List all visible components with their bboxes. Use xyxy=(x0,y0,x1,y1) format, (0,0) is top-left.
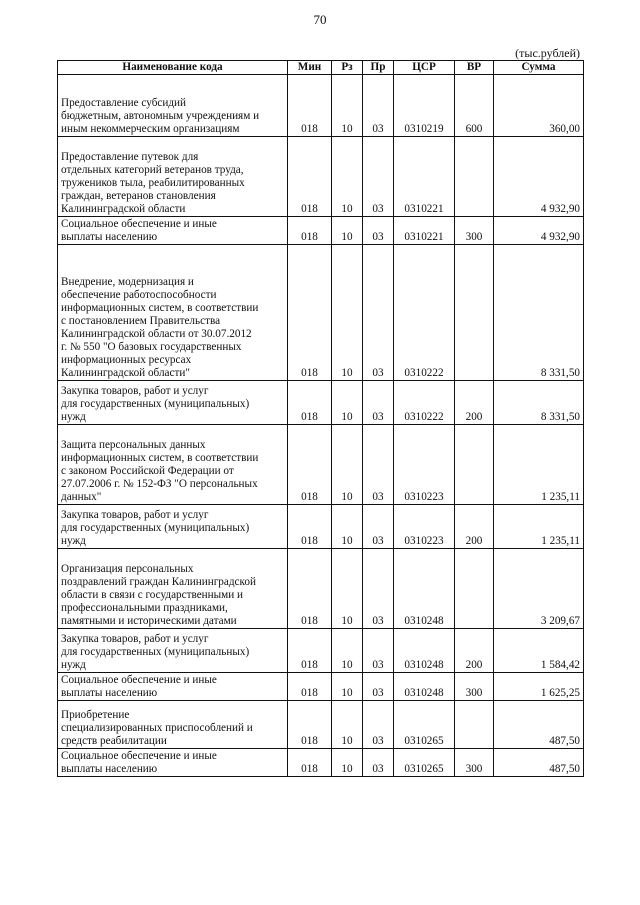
row-name: Закупка товаров, работ и услуг для государственных (муниципальных) нужд xyxy=(58,505,288,549)
row-csr: 0310219 xyxy=(394,75,455,137)
row-rz: 10 xyxy=(332,381,363,425)
table-row xyxy=(58,381,584,425)
row-vr: 200 xyxy=(455,505,494,549)
row-pr: 03 xyxy=(363,673,394,701)
table-row xyxy=(58,137,584,217)
table-row xyxy=(58,629,584,673)
table-row xyxy=(58,425,584,505)
row-name: Защита персональных данных информационных систем, в соответствии с законом Российской Федерации от 27.07.2006 г. № 152-ФЗ "О персональных данных" xyxy=(58,425,288,505)
row-vr xyxy=(455,245,494,381)
row-vr: 300 xyxy=(455,673,494,701)
row-sum: 4 932,90 xyxy=(494,137,584,217)
row-vr xyxy=(455,137,494,217)
row-min: 018 xyxy=(288,701,332,749)
units-label: (тыс.рублей) xyxy=(515,46,580,60)
table-row xyxy=(58,217,584,245)
row-pr: 03 xyxy=(363,381,394,425)
row-sum: 4 932,90 xyxy=(494,217,584,245)
row-name: Закупка товаров, работ и услуг для государственных (муниципальных) нужд xyxy=(58,381,288,425)
row-sum: 1 625,25 xyxy=(494,673,584,701)
table-row xyxy=(58,749,584,777)
header-pr: Пр xyxy=(363,61,394,75)
row-min: 018 xyxy=(288,629,332,673)
row-min: 018 xyxy=(288,673,332,701)
row-min: 018 xyxy=(288,217,332,245)
header-csr: ЦСР xyxy=(394,61,455,75)
row-csr: 0310248 xyxy=(394,673,455,701)
row-csr: 0310265 xyxy=(394,701,455,749)
row-vr xyxy=(455,549,494,629)
row-min: 018 xyxy=(288,137,332,217)
row-pr: 03 xyxy=(363,549,394,629)
row-rz: 10 xyxy=(332,549,363,629)
row-csr: 0310248 xyxy=(394,549,455,629)
row-sum: 8 331,50 xyxy=(494,245,584,381)
row-csr: 0310265 xyxy=(394,749,455,777)
row-rz: 10 xyxy=(332,701,363,749)
row-pr: 03 xyxy=(363,245,394,381)
row-rz: 10 xyxy=(332,673,363,701)
row-csr: 0310248 xyxy=(394,629,455,673)
row-csr: 0310222 xyxy=(394,245,455,381)
row-sum: 1 235,11 xyxy=(494,425,584,505)
row-pr: 03 xyxy=(363,425,394,505)
row-csr: 0310223 xyxy=(394,425,455,505)
page-number: 70 xyxy=(313,12,327,27)
row-rz: 10 xyxy=(332,749,363,777)
row-pr: 03 xyxy=(363,217,394,245)
row-csr: 0310221 xyxy=(394,217,455,245)
row-name: Социальное обеспечение и иные выплаты населению xyxy=(58,217,288,245)
row-name: Внедрение, модернизация и обеспечение работоспособности информационных систем, в соответствии с постановлением Правительства Калининградской области от 30.07.2012 г. № 550 "О базовых государственных информационных ресурсах Калининградской области" xyxy=(58,245,288,381)
header-vr: ВР xyxy=(455,61,494,75)
row-sum: 1 235,11 xyxy=(494,505,584,549)
row-name: Организация персональных поздравлений граждан Калининградской области в связи с государственными и профессиональными праздниками, памятными и историческими датами xyxy=(58,549,288,629)
row-vr: 200 xyxy=(455,629,494,673)
row-rz: 10 xyxy=(332,629,363,673)
table-row xyxy=(58,75,584,137)
row-name: Социальное обеспечение и иные выплаты населению xyxy=(58,673,288,701)
row-name: Социальное обеспечение и иные выплаты населению xyxy=(58,749,288,777)
row-csr: 0310223 xyxy=(394,505,455,549)
budget-table xyxy=(57,60,584,777)
row-vr: 600 xyxy=(455,75,494,137)
header-min: Мин xyxy=(288,61,332,75)
row-sum: 487,50 xyxy=(494,749,584,777)
row-vr: 200 xyxy=(455,381,494,425)
row-rz: 10 xyxy=(332,425,363,505)
table-row xyxy=(58,505,584,549)
table-row xyxy=(58,549,584,629)
row-rz: 10 xyxy=(332,505,363,549)
row-rz: 10 xyxy=(332,137,363,217)
row-vr xyxy=(455,425,494,505)
row-sum: 1 584,42 xyxy=(494,629,584,673)
row-sum: 487,50 xyxy=(494,701,584,749)
row-sum: 8 331,50 xyxy=(494,381,584,425)
row-name: Закупка товаров, работ и услуг для государственных (муниципальных) нужд xyxy=(58,629,288,673)
row-min: 018 xyxy=(288,549,332,629)
row-vr: 300 xyxy=(455,217,494,245)
row-min: 018 xyxy=(288,505,332,549)
row-vr: 300 xyxy=(455,749,494,777)
row-name: Предоставление путевок для отдельных категорий ветеранов труда, тружеников тыла, реабилитированных граждан, ветеранов становления Калининградской области xyxy=(58,137,288,217)
row-pr: 03 xyxy=(363,749,394,777)
row-pr: 03 xyxy=(363,505,394,549)
row-rz: 10 xyxy=(332,245,363,381)
row-sum: 360,00 xyxy=(494,75,584,137)
row-pr: 03 xyxy=(363,75,394,137)
row-min: 018 xyxy=(288,749,332,777)
table-row xyxy=(58,673,584,701)
row-sum: 3 209,67 xyxy=(494,549,584,629)
row-csr: 0310222 xyxy=(394,381,455,425)
row-rz: 10 xyxy=(332,217,363,245)
table-header-row xyxy=(58,61,584,75)
row-min: 018 xyxy=(288,381,332,425)
row-pr: 03 xyxy=(363,629,394,673)
row-pr: 03 xyxy=(363,701,394,749)
table-row xyxy=(58,701,584,749)
row-min: 018 xyxy=(288,245,332,381)
table-row xyxy=(58,245,584,381)
row-rz: 10 xyxy=(332,75,363,137)
row-min: 018 xyxy=(288,75,332,137)
row-name: Приобретение специализированных приспособлений и средств реабилитации xyxy=(58,701,288,749)
row-pr: 03 xyxy=(363,137,394,217)
header-sum: Сумма xyxy=(494,61,584,75)
row-min: 018 xyxy=(288,425,332,505)
header-name: Наименование кода xyxy=(58,61,288,75)
header-rz: Рз xyxy=(332,61,363,75)
row-name: Предоставление субсидий бюджетным, автономным учреждениям и иным некоммерческим организациям xyxy=(58,75,288,137)
row-csr: 0310221 xyxy=(394,137,455,217)
row-vr xyxy=(455,701,494,749)
